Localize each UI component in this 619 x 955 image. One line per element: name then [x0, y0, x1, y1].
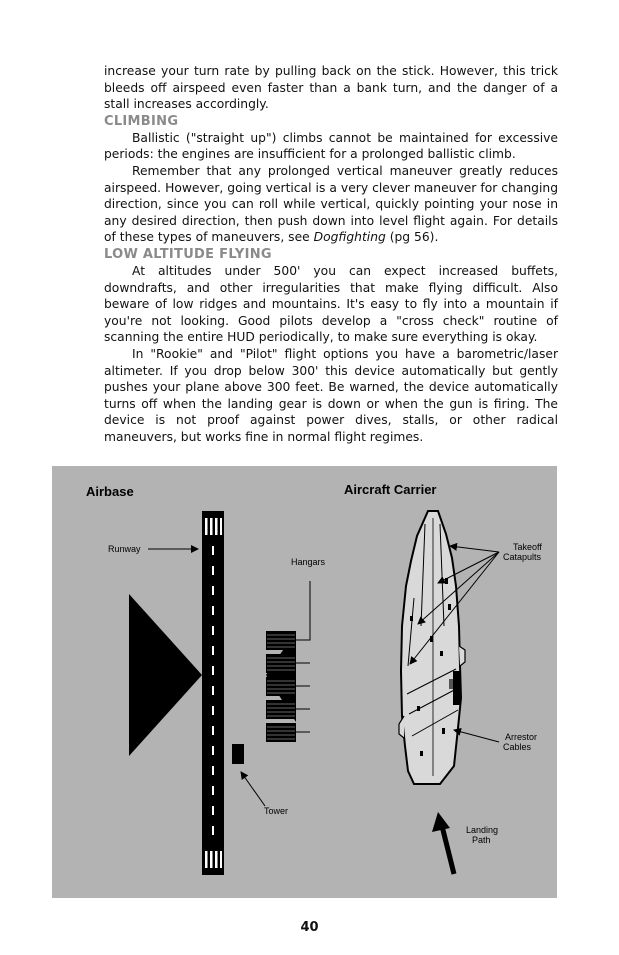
takeoff-label-line1: Takeoff	[513, 542, 542, 552]
airbase-title: Airbase	[86, 484, 134, 499]
arrestor-label-line1: Arrestor	[505, 732, 538, 742]
hangar-blocks	[266, 631, 296, 742]
heading-low-altitude: LOW ALTITUDE FLYING	[104, 246, 272, 262]
airbase-carrier-diagram	[52, 466, 557, 898]
arrestor-label-line2: Cables	[503, 742, 532, 752]
hangars-label: Hangars	[291, 557, 326, 567]
tower	[232, 744, 244, 764]
takeoff-label-line2: Catapults	[503, 552, 542, 562]
carrier-title: Aircraft Carrier	[344, 482, 437, 497]
heading-climbing: CLIMBING	[104, 113, 179, 129]
tower-arrow	[241, 772, 265, 806]
vertical-text: Remember that any prolonged vertical maneuver greatly reduces airspeed. However, going vertical is a very clever maneuver for changing direction, since you can roll while vertical, quickly pointing your nose in any desired direction, then push down into level flight again. For details of these types of maneuvers, see	[104, 163, 558, 245]
body-text	[104, 63, 558, 445]
runway-centerline	[212, 546, 214, 835]
arrestor-cables-arrow	[454, 730, 499, 742]
paragraph-vertical	[104, 163, 558, 246]
paragraph-stick-turn: increase your turn rate by pulling back on the stick. However, this trick bleeds off airspeed even faster than a bank turn, and the danger of a stall increases accordingly.	[104, 64, 558, 112]
tower-label: Tower	[264, 806, 289, 816]
landing-path-arrow	[432, 812, 454, 874]
page-reference: (pg 56).	[385, 230, 439, 245]
landing-label-line2: Path	[472, 835, 491, 845]
hangars-leader-lines	[296, 581, 310, 732]
page-number: 40	[300, 920, 319, 935]
paragraph-altimeter: In "Rookie" and "Pilot" flight options you have a barometric/laser altimeter. If you drop below 300' this device automatically but gently pushes your plane above 300 feet. Be warned, the device automatically turns off when the landing gear is down or when the gun is firing. The device is not proof against power dives, stalls, or other radical maneuvers, but works fine in normal flight regimes.	[104, 346, 558, 444]
paragraph-ballistic: Ballistic ("straight up") climbs cannot be maintained for excessive periods: the engines are insufficient for a prolonged ballistic climb.	[104, 130, 558, 162]
dogfighting-reference: Dogfighting	[313, 230, 386, 245]
runway-label: Runway	[108, 544, 141, 554]
paragraph-low-altitude: At altitudes under 500' you can expect increased buffets, downdrafts, and other irregularities that make flying difficult. Also beware of low ridges and mountains. It's easy to fly into a mountain if you're not looking. Good pilots develop a "cross check" routine of scanning the entire HUD periodically, to make sure everything is okay.	[104, 263, 558, 345]
aircraft-carrier	[399, 511, 465, 784]
landing-label-line1: Landing	[466, 825, 499, 835]
